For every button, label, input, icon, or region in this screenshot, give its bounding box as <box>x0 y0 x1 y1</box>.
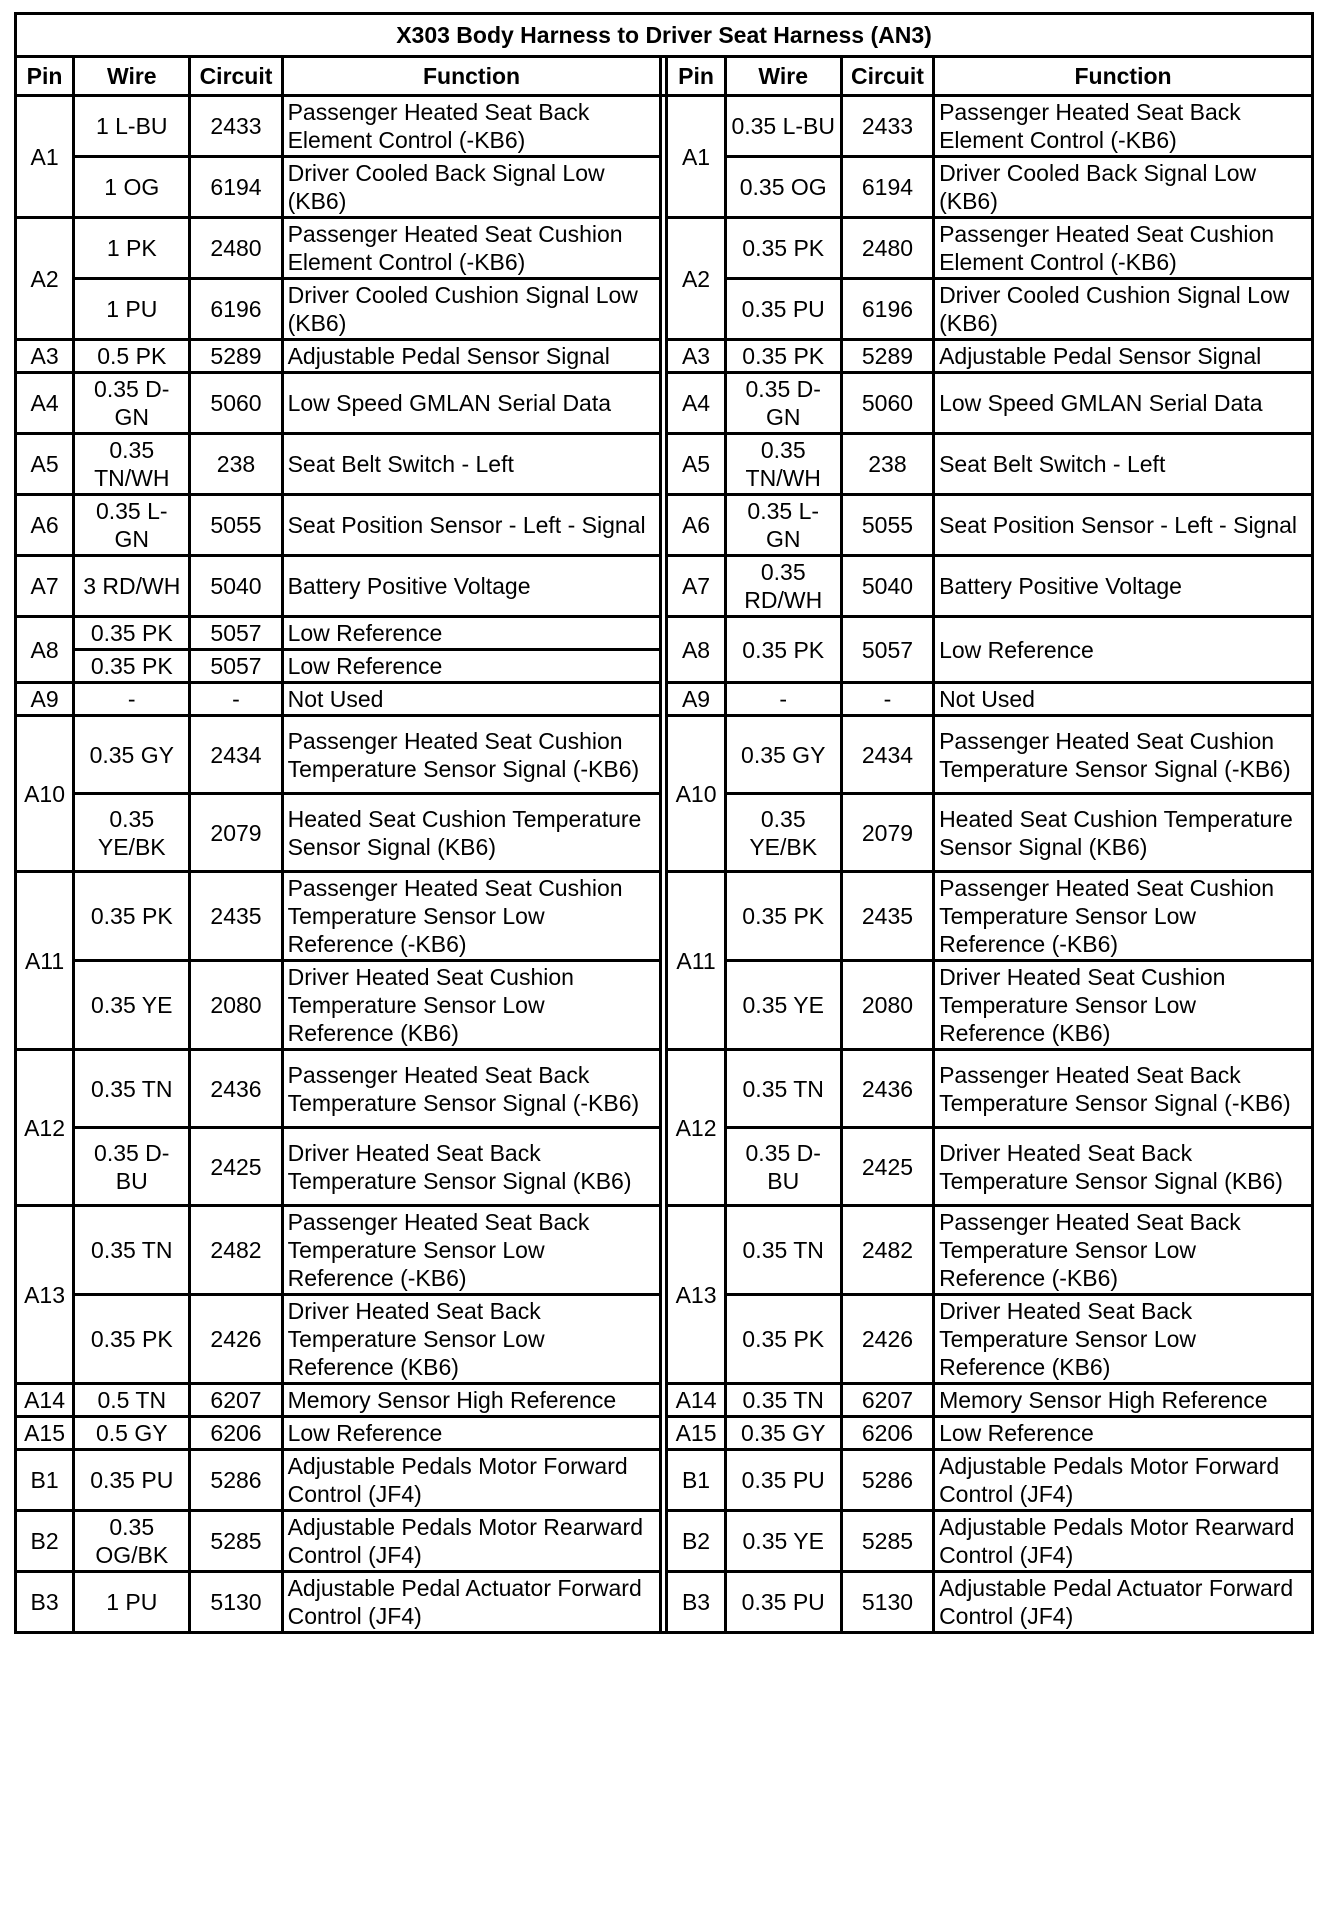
function-cell-right: Seat Belt Switch - Left <box>934 434 1313 495</box>
circuit-cell-left: 5060 <box>190 373 282 434</box>
circuit-cell-left: 2080 <box>190 961 282 1050</box>
pin-cell-right: A8 <box>667 617 725 683</box>
wire-cell-right: 0.35 TN <box>725 1384 841 1417</box>
pin-cell-right: A15 <box>667 1417 725 1450</box>
pin-cell-right: A11 <box>667 872 725 1050</box>
wire-cell-left: 0.35 PK <box>74 617 190 650</box>
table-title-row <box>16 14 1313 57</box>
wire-cell-right: 0.35 D-BU <box>725 1128 841 1206</box>
function-cell-left: Passenger Heated Seat Cushion Element Control (-KB6) <box>282 218 661 279</box>
circuit-cell-right: 5130 <box>841 1572 933 1633</box>
wire-cell-left: 0.35 YE/BK <box>74 794 190 872</box>
function-cell-left: Low Reference <box>282 617 661 650</box>
circuit-cell-left: 5040 <box>190 556 282 617</box>
wire-cell-right: 0.35 YE <box>725 961 841 1050</box>
pin-cell-right: B2 <box>667 1511 725 1572</box>
pin-cell-left: A9 <box>16 683 74 716</box>
connector-pinout-table <box>14 12 1314 1634</box>
circuit-cell-right: 5055 <box>841 495 933 556</box>
circuit-cell-right: 5040 <box>841 556 933 617</box>
pin-cell-right: A1 <box>667 96 725 218</box>
function-cell-left: Driver Cooled Cushion Signal Low (KB6) <box>282 279 661 340</box>
wire-cell-right: 0.35 D-GN <box>725 373 841 434</box>
function-cell-left: Low Reference <box>282 650 661 683</box>
function-cell-right: Passenger Heated Seat Cushion Temperature Sensor Signal (-KB6) <box>934 716 1313 794</box>
function-cell-right: Passenger Heated Seat Cushion Temperature Sensor Low Reference (-KB6) <box>934 872 1313 961</box>
circuit-cell-left: 5289 <box>190 340 282 373</box>
function-cell-right: Passenger Heated Seat Back Temperature Sensor Low Reference (-KB6) <box>934 1206 1313 1295</box>
function-cell-left: Passenger Heated Seat Back Element Control (-KB6) <box>282 96 661 157</box>
header-pin-right: Pin <box>667 57 725 96</box>
wire-cell-left: 0.35 OG/BK <box>74 1511 190 1572</box>
wire-cell-right: - <box>725 683 841 716</box>
function-cell-left: Adjustable Pedals Motor Forward Control (JF4) <box>282 1450 661 1511</box>
function-cell-left: Seat Position Sensor - Left - Signal <box>282 495 661 556</box>
circuit-cell-right: 6207 <box>841 1384 933 1417</box>
function-cell-right: Driver Heated Seat Back Temperature Sensor Low Reference (KB6) <box>934 1295 1313 1384</box>
wire-cell-right: 0.35 RD/WH <box>725 556 841 617</box>
header-circuit-right: Circuit <box>841 57 933 96</box>
circuit-cell-right: - <box>841 683 933 716</box>
wire-cell-left: 0.35 PK <box>74 1295 190 1384</box>
table-title: X303 Body Harness to Driver Seat Harness (AN3) <box>16 14 1313 57</box>
wire-cell-right: 0.35 PK <box>725 340 841 373</box>
pin-cell-left: A8 <box>16 617 74 683</box>
wire-cell-right: 0.35 PU <box>725 279 841 340</box>
pin-cell-right: A10 <box>667 716 725 872</box>
wire-cell-left: 1 L-BU <box>74 96 190 157</box>
function-cell-left: Adjustable Pedal Sensor Signal <box>282 340 661 373</box>
wire-cell-left: 0.35 PU <box>74 1450 190 1511</box>
function-cell-right: Battery Positive Voltage <box>934 556 1313 617</box>
circuit-cell-right: 5286 <box>841 1450 933 1511</box>
pin-cell-right: A14 <box>667 1384 725 1417</box>
wire-cell-right: 0.35 YE <box>725 1511 841 1572</box>
circuit-cell-right: 2480 <box>841 218 933 279</box>
function-cell-left: Driver Heated Seat Back Temperature Sensor Signal (KB6) <box>282 1128 661 1206</box>
header-function-right: Function <box>934 57 1313 96</box>
wire-cell-left: 0.35 YE <box>74 961 190 1050</box>
function-cell-right: Adjustable Pedals Motor Rearward Control (JF4) <box>934 1511 1313 1572</box>
pin-cell-right: A4 <box>667 373 725 434</box>
wire-cell-right: 0.35 TN <box>725 1206 841 1295</box>
pin-cell-left: B3 <box>16 1572 74 1633</box>
header-wire-right: Wire <box>725 57 841 96</box>
circuit-cell-left: 2433 <box>190 96 282 157</box>
wire-cell-left: 1 OG <box>74 157 190 218</box>
circuit-cell-right: 2079 <box>841 794 933 872</box>
wire-cell-right: 0.35 GY <box>725 716 841 794</box>
function-cell-right: Low Speed GMLAN Serial Data <box>934 373 1313 434</box>
circuit-cell-left: 2480 <box>190 218 282 279</box>
circuit-cell-left: 5055 <box>190 495 282 556</box>
circuit-cell-left: 2482 <box>190 1206 282 1295</box>
header-pin-left: Pin <box>16 57 74 96</box>
circuit-cell-left: 5286 <box>190 1450 282 1511</box>
circuit-cell-right: 2482 <box>841 1206 933 1295</box>
function-cell-left: Driver Heated Seat Back Temperature Sensor Low Reference (KB6) <box>282 1295 661 1384</box>
circuit-cell-right: 6196 <box>841 279 933 340</box>
wire-cell-left: 0.5 GY <box>74 1417 190 1450</box>
function-cell-left: Adjustable Pedal Actuator Forward Control (JF4) <box>282 1572 661 1633</box>
circuit-cell-left: 6194 <box>190 157 282 218</box>
function-cell-right: Heated Seat Cushion Temperature Sensor Signal (KB6) <box>934 794 1313 872</box>
wire-cell-left: 1 PU <box>74 279 190 340</box>
circuit-cell-left: 2426 <box>190 1295 282 1384</box>
function-cell-right: Seat Position Sensor - Left - Signal <box>934 495 1313 556</box>
function-cell-left: Seat Belt Switch - Left <box>282 434 661 495</box>
pin-cell-right: A7 <box>667 556 725 617</box>
wire-cell-right: 0.35 OG <box>725 157 841 218</box>
function-cell-right: Driver Heated Seat Cushion Temperature Sensor Low Reference (KB6) <box>934 961 1313 1050</box>
pin-cell-left: A7 <box>16 556 74 617</box>
pin-cell-left: A3 <box>16 340 74 373</box>
function-cell-left: Heated Seat Cushion Temperature Sensor Signal (KB6) <box>282 794 661 872</box>
pin-cell-right: A12 <box>667 1050 725 1206</box>
circuit-cell-left: 5057 <box>190 617 282 650</box>
pin-cell-right: B3 <box>667 1572 725 1633</box>
circuit-cell-right: 2425 <box>841 1128 933 1206</box>
function-cell-right: Driver Cooled Cushion Signal Low (KB6) <box>934 279 1313 340</box>
function-cell-left: Battery Positive Voltage <box>282 556 661 617</box>
circuit-cell-left: 6206 <box>190 1417 282 1450</box>
function-cell-right: Passenger Heated Seat Cushion Element Control (-KB6) <box>934 218 1313 279</box>
circuit-cell-left: 238 <box>190 434 282 495</box>
function-cell-left: Passenger Heated Seat Back Temperature Sensor Low Reference (-KB6) <box>282 1206 661 1295</box>
wire-cell-right: 0.35 PK <box>725 1295 841 1384</box>
circuit-cell-left: 6196 <box>190 279 282 340</box>
wire-cell-left: 0.35 TN/WH <box>74 434 190 495</box>
header-wire-left: Wire <box>74 57 190 96</box>
wire-cell-left: 0.35 GY <box>74 716 190 794</box>
circuit-cell-right: 2436 <box>841 1050 933 1128</box>
wire-cell-left: 3 RD/WH <box>74 556 190 617</box>
function-cell-right: Low Reference <box>934 1417 1313 1450</box>
circuit-cell-right: 5060 <box>841 373 933 434</box>
function-cell-right: Low Reference <box>934 617 1313 683</box>
pin-cell-left: A2 <box>16 218 74 340</box>
function-cell-right: Driver Cooled Back Signal Low (KB6) <box>934 157 1313 218</box>
header-function-left: Function <box>282 57 661 96</box>
wire-cell-left: 1 PK <box>74 218 190 279</box>
circuit-cell-left: 5130 <box>190 1572 282 1633</box>
wire-cell-right: 0.35 YE/BK <box>725 794 841 872</box>
wire-cell-left: 0.5 PK <box>74 340 190 373</box>
circuit-cell-left: 5285 <box>190 1511 282 1572</box>
pin-cell-right: A6 <box>667 495 725 556</box>
wire-cell-right: 0.35 L-BU <box>725 96 841 157</box>
wire-cell-left: 0.35 L-GN <box>74 495 190 556</box>
circuit-cell-right: 5285 <box>841 1511 933 1572</box>
pin-cell-right: A2 <box>667 218 725 340</box>
wire-cell-right: 0.35 GY <box>725 1417 841 1450</box>
function-cell-left: Low Reference <box>282 1417 661 1450</box>
pin-cell-left: B1 <box>16 1450 74 1511</box>
wire-cell-right: 0.35 TN/WH <box>725 434 841 495</box>
circuit-cell-right: 2434 <box>841 716 933 794</box>
pin-cell-left: B2 <box>16 1511 74 1572</box>
circuit-cell-right: 2435 <box>841 872 933 961</box>
table-row <box>16 96 1313 157</box>
wire-cell-right: 0.35 PU <box>725 1450 841 1511</box>
circuit-cell-right: 6206 <box>841 1417 933 1450</box>
wire-cell-left: 0.35 D-BU <box>74 1128 190 1206</box>
column-header-row <box>16 57 1313 96</box>
circuit-cell-right: 238 <box>841 434 933 495</box>
wire-cell-right: 0.35 PK <box>725 872 841 961</box>
pin-cell-left: A5 <box>16 434 74 495</box>
function-cell-right: Passenger Heated Seat Back Element Control (-KB6) <box>934 96 1313 157</box>
circuit-cell-left: 6207 <box>190 1384 282 1417</box>
circuit-cell-right: 5057 <box>841 617 933 683</box>
wire-cell-left: 0.35 TN <box>74 1206 190 1295</box>
wire-cell-left: 0.35 PK <box>74 872 190 961</box>
function-cell-left: Adjustable Pedals Motor Rearward Control (JF4) <box>282 1511 661 1572</box>
function-cell-right: Not Used <box>934 683 1313 716</box>
pin-cell-left: A11 <box>16 872 74 1050</box>
function-cell-right: Adjustable Pedals Motor Forward Control (JF4) <box>934 1450 1313 1511</box>
wire-cell-right: 0.35 PK <box>725 617 841 683</box>
function-cell-left: Memory Sensor High Reference <box>282 1384 661 1417</box>
pin-cell-right: A13 <box>667 1206 725 1384</box>
pin-cell-left: A4 <box>16 373 74 434</box>
pin-cell-left: A13 <box>16 1206 74 1384</box>
wire-cell-left: 0.35 PK <box>74 650 190 683</box>
circuit-cell-left: 2436 <box>190 1050 282 1128</box>
function-cell-left: Driver Cooled Back Signal Low (KB6) <box>282 157 661 218</box>
wire-cell-left: - <box>74 683 190 716</box>
circuit-cell-left: 5057 <box>190 650 282 683</box>
wire-cell-right: 0.35 L-GN <box>725 495 841 556</box>
function-cell-left: Low Speed GMLAN Serial Data <box>282 373 661 434</box>
circuit-cell-right: 2080 <box>841 961 933 1050</box>
pin-cell-left: A6 <box>16 495 74 556</box>
pin-cell-left: A15 <box>16 1417 74 1450</box>
circuit-cell-left: 2435 <box>190 872 282 961</box>
wire-cell-left: 1 PU <box>74 1572 190 1633</box>
wire-cell-right: 0.35 PK <box>725 218 841 279</box>
function-cell-left: Passenger Heated Seat Cushion Temperature Sensor Low Reference (-KB6) <box>282 872 661 961</box>
pin-cell-left: A14 <box>16 1384 74 1417</box>
circuit-cell-left: 2079 <box>190 794 282 872</box>
function-cell-left: Passenger Heated Seat Back Temperature Sensor Signal (-KB6) <box>282 1050 661 1128</box>
function-cell-right: Adjustable Pedal Sensor Signal <box>934 340 1313 373</box>
pin-cell-left: A1 <box>16 96 74 218</box>
table-body <box>16 96 1313 1633</box>
wire-cell-right: 0.35 PU <box>725 1572 841 1633</box>
circuit-cell-left: 2434 <box>190 716 282 794</box>
header-circuit-left: Circuit <box>190 57 282 96</box>
circuit-cell-right: 5289 <box>841 340 933 373</box>
connector-table-container <box>14 12 1314 1634</box>
pin-cell-left: A12 <box>16 1050 74 1206</box>
function-cell-left: Passenger Heated Seat Cushion Temperature Sensor Signal (-KB6) <box>282 716 661 794</box>
pin-cell-right: A5 <box>667 434 725 495</box>
wire-cell-left: 0.5 TN <box>74 1384 190 1417</box>
circuit-cell-left: 2425 <box>190 1128 282 1206</box>
circuit-cell-right: 2426 <box>841 1295 933 1384</box>
pin-cell-right: A9 <box>667 683 725 716</box>
wire-cell-right: 0.35 TN <box>725 1050 841 1128</box>
wire-cell-left: 0.35 D-GN <box>74 373 190 434</box>
function-cell-left: Driver Heated Seat Cushion Temperature Sensor Low Reference (KB6) <box>282 961 661 1050</box>
function-cell-right: Passenger Heated Seat Back Temperature Sensor Signal (-KB6) <box>934 1050 1313 1128</box>
function-cell-right: Memory Sensor High Reference <box>934 1384 1313 1417</box>
wire-cell-left: 0.35 TN <box>74 1050 190 1128</box>
circuit-cell-left: - <box>190 683 282 716</box>
pin-cell-right: A3 <box>667 340 725 373</box>
function-cell-left: Not Used <box>282 683 661 716</box>
function-cell-right: Driver Heated Seat Back Temperature Sensor Signal (KB6) <box>934 1128 1313 1206</box>
pin-cell-left: A10 <box>16 716 74 872</box>
function-cell-right: Adjustable Pedal Actuator Forward Control (JF4) <box>934 1572 1313 1633</box>
pin-cell-right: B1 <box>667 1450 725 1511</box>
circuit-cell-right: 6194 <box>841 157 933 218</box>
circuit-cell-right: 2433 <box>841 96 933 157</box>
